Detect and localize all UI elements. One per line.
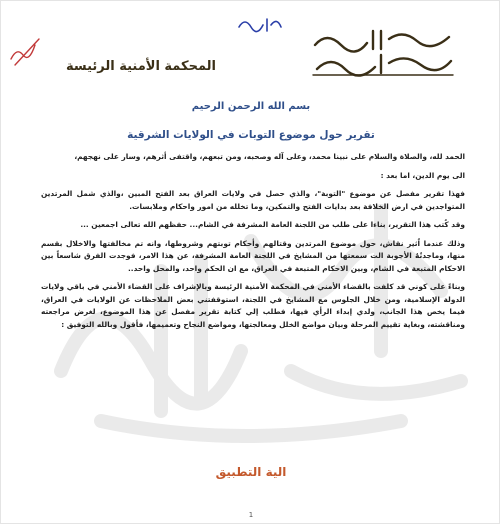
handwritten-side-note <box>5 29 47 69</box>
handwritten-top-note <box>235 13 285 35</box>
paragraph: وذلك عندما اُثير نقاش، حول موضوع المرتدين وقتالهم وأحكام توبتهم وشروطها، وانه تم مخالفتها والاخلال بقسم منها، وماجدتُهُ الأجوبة الت سمعتها من المشايخ في اللجنة العامة المشرفة، عن هذا الامر، فوجدت الفرق شاسعاً بين الاحكام المتبعة في الشام، وبين الاحكام المتبعة في العراق، مع ان الحكم واحد، والمحل واحد.. <box>41 238 465 273</box>
paragraph: الى يوم الدين، اما بعد : <box>380 170 465 180</box>
court-name: المحكمة الأمنية الرئيسة <box>65 59 217 74</box>
paragraph: وقد كُتب هذا التقرير، بناءا على طلب من اللجنة العامة المشرفة في الشام... حفظهم الله تعالى اجمعين ... <box>80 220 465 229</box>
basmala: بسم الله الرحمن الرحيم <box>191 101 311 112</box>
report-title: تقرير حول موضوع التوبات في الولايات الشرقية <box>127 129 375 141</box>
report-body <box>41 151 465 337</box>
paragraph: وبناءً على كوني قد كلفت بالقضاء الأمني في المحكمة الأمنية الرئيسة وبالإشراف على القضاء الأمني في باقي ولايات الدولة الإسلامية، ومن خلال الجلوس مع المشايخ في اللجنة، استوقفتني بعض الملاحظات عن الولايات في العراق، فيما يخص هذا الجانب، ولدي إبداء الرأي فيها، فطلب إلي كتابة تقرير مفصل عن هذا الموضوع، لغرض مراجعته ومناقشته، وبغاية تقييم المرحلة وبيان مواضع الخلل ومعالجتها، ومواضع النجاح وتعميمها، فأقول وبالله التوفيق : <box>41 282 465 329</box>
section-heading: الية التطبيق <box>215 465 287 479</box>
paragraph: الحمد لله، والصلاة والسلام على نبينا محمد، وعلى آله وصحبه، ومن تبعهم، واقتفى أثرهم، وسار على نهجهم، <box>74 152 465 161</box>
calligraphy-seal-logo <box>307 25 457 81</box>
paragraph: فهذا تقرير مفصل عن موضوع "التوبة"، والذي حصل في ولايات العراق بعد الفتح المبين ،والذي شمل المرتدين المتواجدين في ارض الخلافة بعد بدايات الفتح والتمكين، وما تخلله من امور واحكام وملابسات. <box>41 189 465 211</box>
page-number: 1 <box>248 511 254 519</box>
